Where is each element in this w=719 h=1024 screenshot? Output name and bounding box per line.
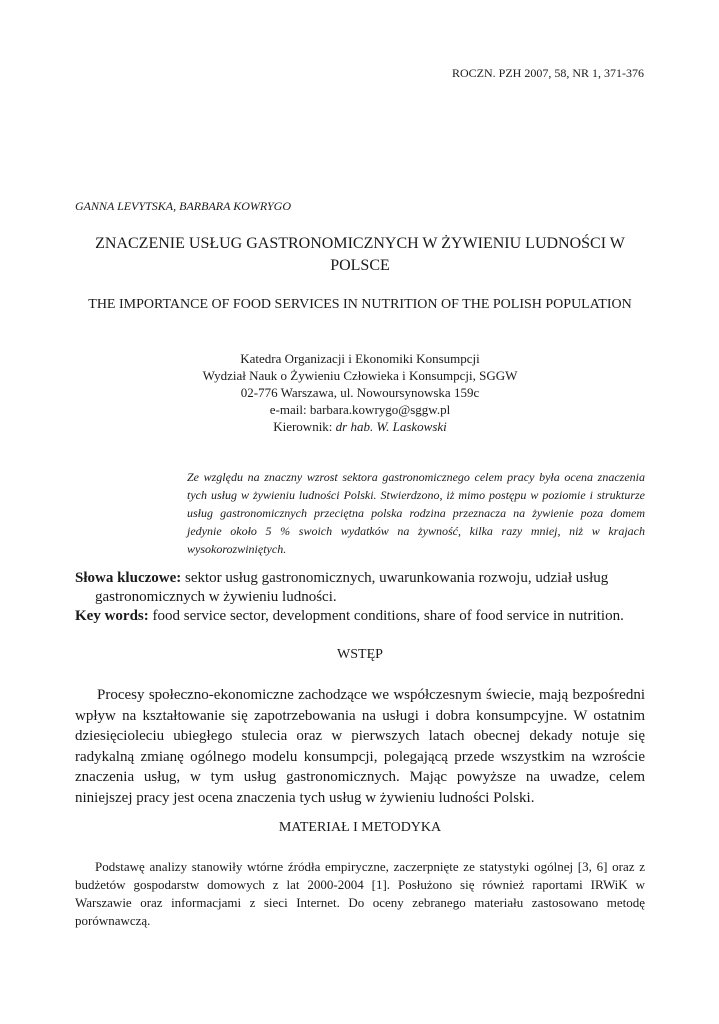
keywords-english-text: food service sector, development conditions, share of food service in nutrition. <box>152 608 624 624</box>
intro-paragraph: Procesy społeczno-ekonomiczne zachodzące we współczesnym świecie, mają bezpośredni wpływ na kształtowanie się zapotrzebowania na usługi i dobra konsumpcyjne. W ostatnim dziesięcioleciu ubiegłego stulecia oraz w pierwszych latach obecnej dekady notuje się radykalną zmianę ogólnego modelu konsumpcji, polegającą przede wszystkim na wzroście znaczenia usług, w tym usług gastronomicznych. Mając powyższe na uwadze, celem niniejszej pracy jest ocena znaczenia tych usług w żywieniu ludności Polski. <box>75 687 645 806</box>
affiliation-head-label: Kierownik: <box>273 419 333 434</box>
keywords-english <box>75 607 645 626</box>
keywords-block <box>75 569 645 626</box>
affiliation-department: Katedra Organizacji i Ekonomiki Konsumpcji <box>240 351 480 366</box>
title-polish: ZNACZENIE USŁUG GASTRONOMICZNYCH W ŻYWIENIU LUDNOŚCI W POLSCE <box>95 235 625 274</box>
keywords-polish-label: Słowa kluczowe: <box>75 570 182 586</box>
affiliation <box>75 350 645 435</box>
section-heading-intro: WSTĘP <box>337 647 383 662</box>
affiliation-faculty: Wydział Nauk o Żywieniu Człowieka i Konsumpcji, SGGW <box>202 368 518 383</box>
affiliation-head-name: dr hab. W. Laskowski <box>335 419 447 434</box>
affiliation-email: e-mail: barbara.kowrygo@sggw.pl <box>269 402 451 417</box>
affiliation-address: 02-776 Warszawa, ul. Nowoursynowska 159c <box>240 385 480 400</box>
affiliation-head <box>75 418 645 435</box>
authors: GANNA LEVYTSKA, BARBARA KOWRYGO <box>75 199 292 213</box>
journal-reference: ROCZN. PZH 2007, 58, NR 1, 371-376 <box>451 66 644 80</box>
keywords-english-label: Key words: <box>75 608 149 624</box>
methods-paragraph: Podstawę analizy stanowiły wtórne źródła empiryczne, zaczerpnięte ze statystyki ogólnej [3, 6] oraz z budżetów gospodarstw domowych z lat 2000-2004 [1]. Posłużono się również raportami IRWiK w Warszawie oraz informacjami z sieci Internet. Do oceny zebranego materiału zastosowano metodę porównawczą. <box>75 859 645 928</box>
keywords-polish-text: sektor usług gastronomicznych, uwarunkowania rozwoju, udział usług gastronomicznych w żywieniu ludności. <box>95 570 609 605</box>
keywords-polish <box>75 569 645 607</box>
title-english: THE IMPORTANCE OF FOOD SERVICES IN NUTRITION OF THE POLISH POPULATION <box>88 297 632 312</box>
section-heading-methods: MATERIAŁ I METODYKA <box>278 820 442 835</box>
abstract: Ze względu na znaczny wzrost sektora gastronomicznego celem pracy była ocena znaczenia tych usług w żywieniu ludności Polski. Stwierdzono, iż mimo postępu w poziomie i strukturze usług gastronomicznych przeciętna polska rodzina przeznacza na żywienie poza domem jedynie około 5 % swoich wydatków na żywność, kilka razy mniej, niż w krajach wysokorozwiniętych. <box>187 470 645 556</box>
